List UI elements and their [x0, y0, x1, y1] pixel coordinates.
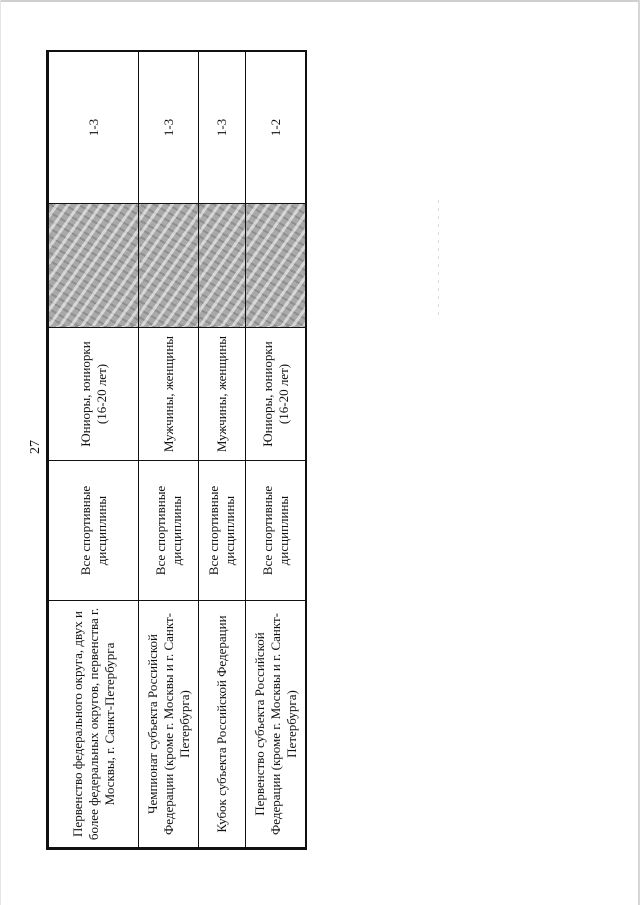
rotated-table-frame — [46, 50, 307, 850]
shaded-cell — [49, 204, 139, 328]
shaded-cell — [199, 204, 246, 328]
scan-artifact — [438, 200, 439, 320]
participants-cell: Юниоры, юниорки (16-20 лет) — [49, 328, 139, 461]
disciplines-cell: Все спортивные дисциплины — [139, 461, 199, 601]
places-cell: 1-2 — [246, 52, 306, 204]
page-edge-left — [0, 0, 1, 905]
page-number: 27 — [28, 440, 43, 454]
disciplines-cell: Все спортивные дисциплины — [199, 461, 246, 601]
table-row — [246, 52, 306, 848]
participants-cell: Юниоры, юниорки (16-20 лет) — [246, 328, 306, 461]
participants-cell: Мужчины, женщины — [199, 328, 246, 461]
places-cell: 1-3 — [49, 52, 139, 204]
shaded-cell — [246, 204, 306, 328]
competition-cell: Чемпионат субъекта Российской Федерации (кроме г. Москвы и г. Санкт-Петербурга) — [139, 601, 199, 848]
table-row — [139, 52, 199, 848]
disciplines-cell: Все спортивные дисциплины — [246, 461, 306, 601]
places-cell: 1-3 — [139, 52, 199, 204]
competition-cell: Кубок субъекта Российской Федерации — [199, 601, 246, 848]
shaded-cell — [139, 204, 199, 328]
table-row — [199, 52, 246, 848]
table-row — [49, 52, 139, 848]
competition-cell: Первенство субъекта Российской Федерации (кроме г. Москвы и г. Санкт-Петербурга) — [246, 601, 306, 848]
competitions-table — [48, 51, 306, 848]
places-cell: 1-3 — [199, 52, 246, 204]
competition-cell: Первенство федерального округа, двух и более федеральных округов, первенства г. Москвы, г. Санкт-Петербурга — [49, 601, 139, 848]
participants-cell: Мужчины, женщины — [139, 328, 199, 461]
disciplines-cell: Все спортивные дисциплины — [49, 461, 139, 601]
page-edge-top — [0, 0, 640, 2]
